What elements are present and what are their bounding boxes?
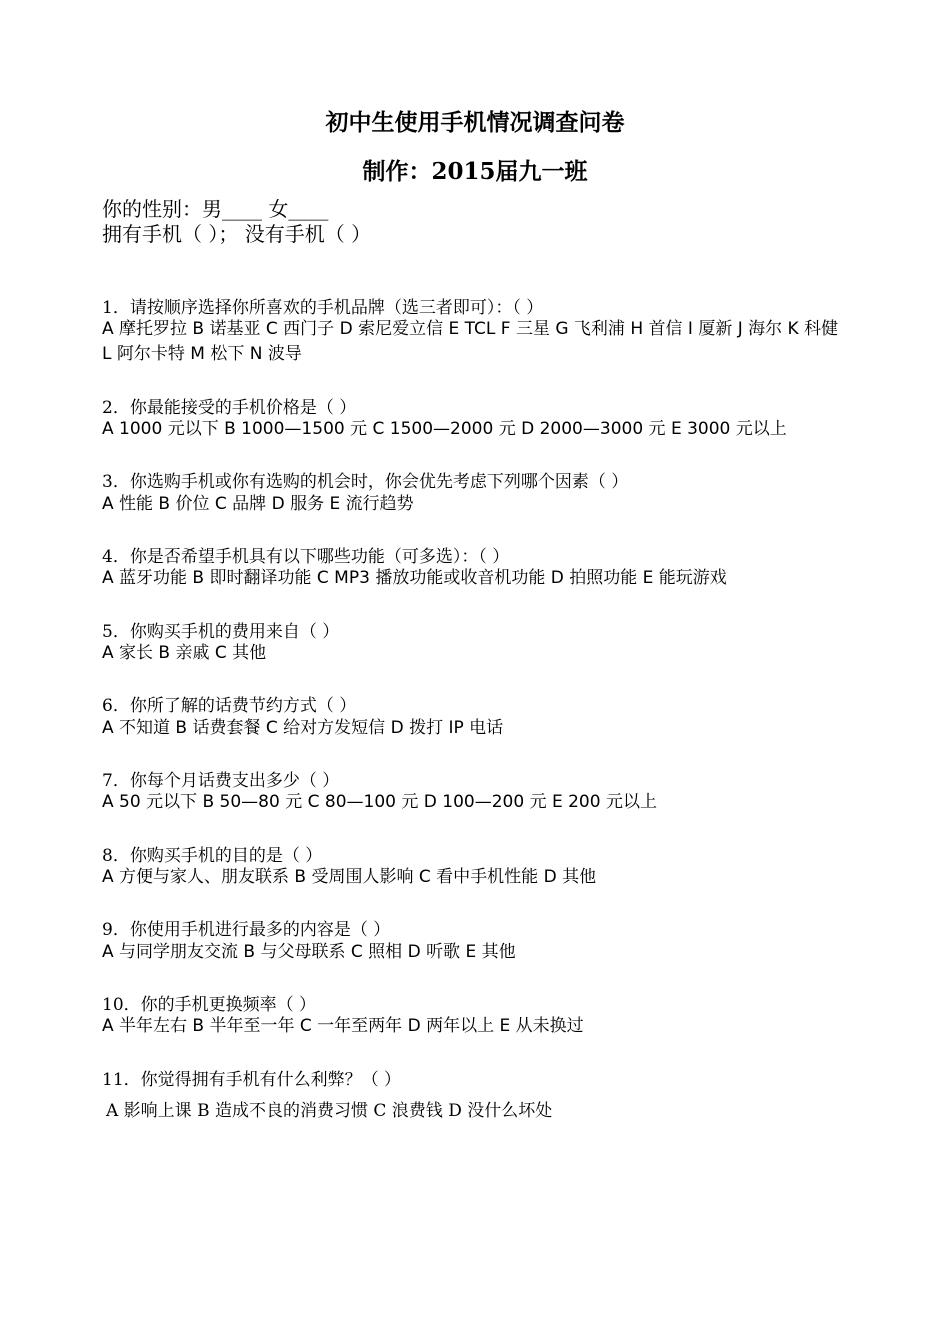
question-4-options: A 蓝牙功能 B 即时翻译功能 C MP3 播放功能或收音机功能 D 拍照功能 E 能玩游戏 [102,568,727,588]
question-7: 7．你每个月话费支出多少（ ） [102,771,340,791]
question-1: 1．请按顺序选择你所喜欢的手机品牌（选三者即可）：（ ） [102,298,544,318]
question-11-options: A 影响上课 B 造成不良的消费习惯 C 浪费钱 D 没什么坏处 [106,1101,553,1121]
gender-line: 你的性别：男____ 女____ [102,197,329,221]
question-2: 2．你最能接受的手机价格是（ ） [102,398,357,418]
question-7-options: A 50 元以下 B 50—80 元 C 80—100 元 D 100—200 元 E 200 元以上 [102,792,657,812]
question-4: 4．你是否希望手机具有以下哪些功能（可多选）：（ ） [102,547,510,567]
question-6-options: A 不知道 B 话费套餐 C 给对方发短信 D 拨打 IP 电话 [102,718,504,738]
question-3-options: A 性能 B 价位 C 品牌 D 服务 E 流行趋势 [102,494,414,514]
question-5: 5．你购买手机的费用来自（ ） [102,622,340,642]
question-2-options: A 1000 元以下 B 1000—1500 元 C 1500—2000 元 D 2000—3000 元 E 3000 元以上 [102,419,787,439]
question-9: 9．你使用手机进行最多的内容是（ ） [102,920,391,940]
document-subtitle: 制作：2015届九一班 [362,158,588,185]
question-9-options: A 与同学朋友交流 B 与父母联系 C 照相 D 听歌 E 其他 [102,942,516,962]
question-6: 6．你所了解的话费节约方式（ ） [102,696,357,716]
question-10-options: A 半年左右 B 半年至一年 C 一年至两年 D 两年以上 E 从未换过 [102,1016,584,1036]
phone-ownership-line: 拥有手机（ ）； 没有手机（ ） [102,222,372,246]
question-8-options: A 方便与家人、朋友联系 B 受周围人影响 C 看中手机性能 D 其他 [102,867,597,887]
question-10: 10．你的手机更换频率（ ） [102,995,317,1015]
question-1-options: A 摩托罗拉 B 诺基亚 C 西门子 D 索尼爱立信 E TCL F 三星 G 飞利浦 H 首信 I 厦新 J 海尔 K 科健 L 阿尔卡特 M 松下 N 波导 [102,319,839,364]
document-title: 初中生使用手机情况调查问卷 [325,109,625,136]
question-11: 11．你觉得拥有手机有什么利弊？（ ） [102,1070,402,1090]
question-5-options: A 家长 B 亲戚 C 其他 [102,643,267,663]
question-3: 3．你选购手机或你有选购的机会时，你会优先考虑下列哪个因素（ ） [102,472,629,492]
question-8: 8．你购买手机的目的是（ ） [102,846,323,866]
